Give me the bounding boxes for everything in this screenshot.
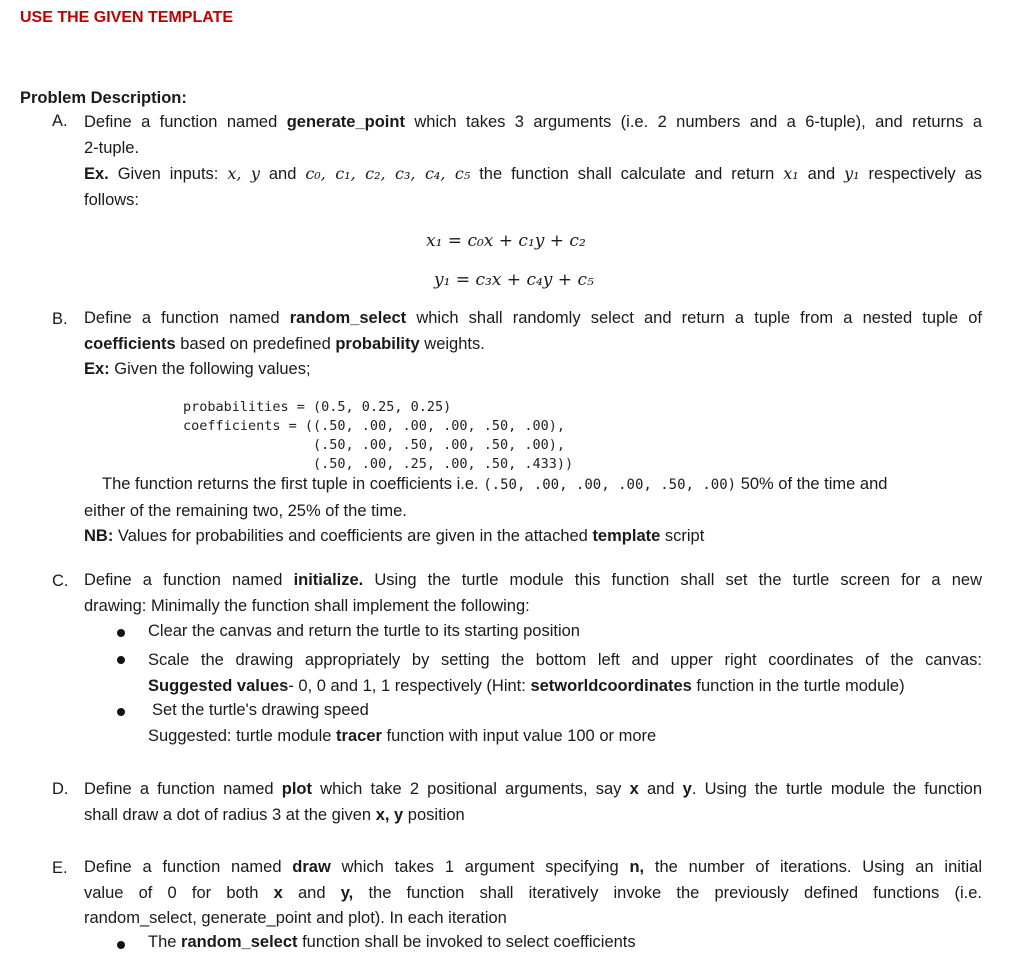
section-a-line4: follows: [84,190,140,209]
section-c-bullet3: Set the turtle's drawing speed [152,701,369,719]
section-c-bullet1: Clear the canvas and return the turtle to its starting position [148,622,580,640]
section-b-result-line1: The function returns the first tuple in coefficients i.e. (.50, .00, .00, .00, .50, .00) 50% of the time and [102,475,888,493]
section-a-letter: A. [52,112,68,130]
bullet-icon [117,629,125,637]
section-c-line2: drawing: Minimally the function shall implement the following: [84,596,530,615]
equation-x1: x₁ = c₀x + c₁y + c₂ [426,231,586,251]
section-b [84,306,982,383]
section-d [84,777,982,828]
equation-y1: y₁ = c₃x + c₄y + c₅ [434,270,594,290]
section-d-line1: Define a function named plot which take 2 positional arguments, say x and y. Using the turtle module the function [84,780,983,798]
problem-heading: Problem Description: [20,89,187,107]
section-a-line2: 2-tuple. [84,138,140,157]
section-a-line1: Define a function named generate_point which takes 3 arguments (i.e. 2 numbers and a 6-tuple), and returns a [84,113,982,131]
section-a-example: Ex. Given inputs: x, y and c₀, c₁, c₂, c₃, c₄, c₅ the function shall calculate and return x₁ and y₁ respectively as [84,164,983,184]
section-b-line2: coefficients based on predefined probability weights. [84,334,485,353]
section-d-letter: D. [52,780,69,798]
section-b-letter: B. [52,310,68,328]
section-c-bullet2 [148,648,982,699]
section-b-line1: Define a function named random_select which shall randomly select and return a tuple from a nested tuple of [84,309,982,327]
section-e-bullet1: The random_select function shall be invoked to select coefficients [148,933,636,951]
section-b-example: Ex: Given the following values; [84,360,311,379]
section-e-line1: Define a function named draw which takes 1 argument specifying n, the number of iterations. Using an initial [84,858,982,876]
section-a [84,110,982,213]
section-e-line3: random_select, generate_point and plot). In each iteration [84,909,507,928]
section-e-letter: E. [52,859,68,877]
section-c-letter: C. [52,572,69,590]
section-c-line1: Define a function named initialize. Using the turtle module this function shall set the turtle screen for a new [84,571,982,589]
code-sample: probabilities = (0.5, 0.25, 0.25) coefficients = ((.50, .00, .00, .00, .50, .00), (.50, .00, .50, .00, .50, .00), (.50, .00, .25, .00, .50, .433)) [183,399,574,472]
section-c [84,568,982,619]
section-d-line2: shall draw a dot of radius 3 at the given x, y position [84,805,465,824]
section-e-line2: value of 0 for both x and y, the function shall iteratively invoke the previously defined functions (i.e. [84,883,982,902]
section-c-bullet2-line1: Scale the drawing appropriately by setting the bottom left and upper right coordinates of the canvas: [148,651,982,669]
section-c-bullet2-line2: Suggested values- 0, 0 and 1, 1 respectively (Hint: setworldcoordinates function in the turtle module) [148,676,905,695]
section-c-bullet3-suggestion: Suggested: turtle module tracer function with input value 100 or more [148,727,657,745]
bullet-icon [117,941,125,949]
template-notice: USE THE GIVEN TEMPLATE [20,9,234,26]
section-b-result [84,472,982,550]
section-b-result-line2: either of the remaining two, 25% of the time. [84,501,407,520]
section-e [84,855,982,932]
bullet-icon [117,708,125,716]
section-b-note: NB: Values for probabilities and coefficients are given in the attached template script [84,527,705,546]
bullet-icon [117,656,125,664]
